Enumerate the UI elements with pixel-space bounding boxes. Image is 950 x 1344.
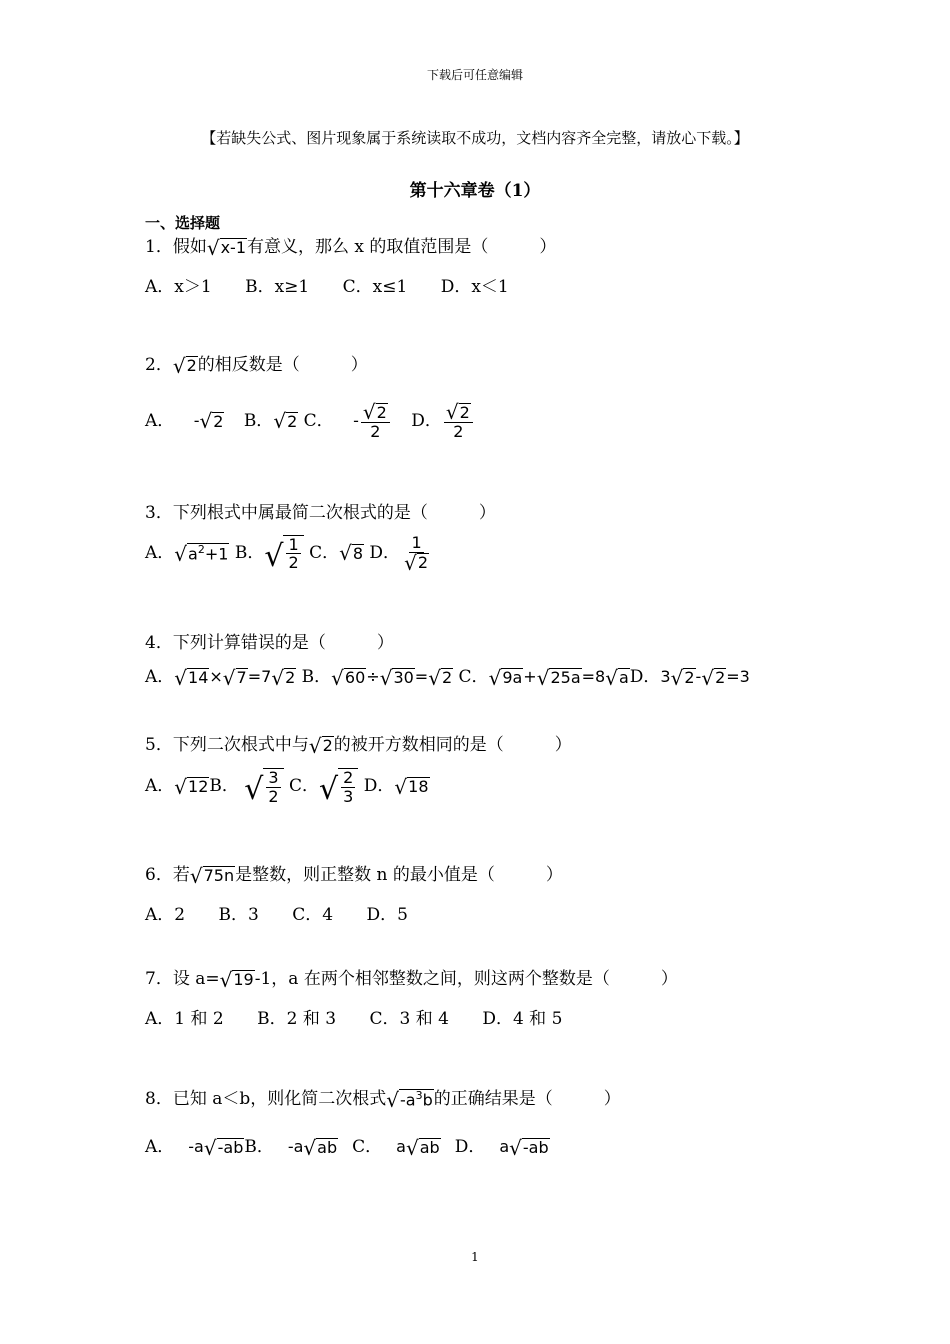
question-2: [145, 350, 368, 376]
sqrt-expression: √ $-a^3b$: [386, 1087, 433, 1112]
question-5-options: [145, 768, 430, 808]
fraction: √ 2 2: [361, 402, 390, 441]
sqrt-expression: √ 2: [308, 733, 333, 758]
option-c: C．4: [292, 905, 334, 925]
question-text: 下列二次根式中与: [172, 735, 309, 755]
option-a: A．: [145, 667, 175, 687]
option-a: A．x＞1: [145, 277, 212, 297]
page-number: 1: [471, 1250, 479, 1264]
question-text: 的正确结果是（ ）: [433, 1089, 621, 1109]
sqrt-expression: √ -ab: [203, 1135, 244, 1160]
sqrt-expression: √ ab: [405, 1135, 440, 1160]
question-text: 有意义，那么 x 的取值范围是（ ）: [247, 237, 557, 257]
option-d: D．: [363, 776, 395, 797]
question-number: 6．: [145, 865, 173, 885]
sqrt-expression: √ 12: [174, 774, 209, 799]
sqrt-expression: √ $a^2+1$: [174, 541, 229, 566]
fraction: √ 2 2: [444, 402, 473, 441]
question-number: 5．: [145, 735, 173, 755]
fraction: 1 √ 2: [404, 533, 428, 575]
page-title: 第十六章卷（1）: [409, 181, 541, 201]
option-b: B．2 和 3: [257, 1009, 337, 1029]
sqrt-expression: √ $\frac{1}{2}$: [264, 535, 303, 572]
option-c: C．: [303, 410, 334, 431]
option-d: D．x＜1: [440, 277, 509, 297]
sqrt-expression: √ 2: [199, 409, 224, 434]
option-a: A．: [145, 542, 175, 563]
question-text: 下列计算错误的是（ ）: [172, 633, 394, 653]
question-2-options: A． - √ 2 B． √ 2 C． - √ 2 2 D． √ 2 2: [145, 402, 475, 441]
option-a: A．1 和 2: [145, 1009, 224, 1029]
page-header: 下载后可任意编辑: [426, 68, 523, 82]
option-c: C．: [352, 1137, 383, 1157]
option-c: C．: [289, 776, 320, 797]
option-b: B．: [209, 776, 239, 797]
option-c: C．: [309, 542, 340, 563]
question-text: 假如: [172, 237, 207, 257]
option-b: B．3: [218, 905, 259, 925]
section-heading: 一、选择题: [145, 214, 221, 232]
option-d: D．: [629, 667, 661, 687]
question-text: 已知 a＜b，则化简二次根式: [172, 1089, 387, 1109]
question-8: [145, 1084, 621, 1110]
option-c: C．3 和 4: [369, 1009, 449, 1029]
option-a: A．: [145, 410, 175, 431]
option-a: A．: [145, 1137, 175, 1157]
option-b: B．x≥1: [245, 277, 310, 297]
question-3: [145, 498, 496, 523]
question-7-options: [145, 1004, 562, 1029]
question-4: [145, 628, 394, 653]
sqrt-expression: √ -ab: [509, 1135, 549, 1160]
question-text: -1，a 在两个相邻整数之间，则这两个整数是（ ）: [254, 969, 678, 989]
option-a: A．: [145, 776, 175, 797]
question-text: 是整数，则正整数 n 的最小值是（ ）: [235, 865, 563, 885]
option-a: A．2: [145, 905, 186, 925]
sqrt-expression: √ x-1: [206, 235, 246, 260]
missing-formula-notice: 【若缺失公式、图片现象属于系统读取不成功，文档内容齐全完整，请放心下载。】: [201, 129, 749, 147]
question-text: 下列根式中属最简二次根式的是（ ）: [172, 503, 496, 523]
question-text: 的相反数是（ ）: [197, 355, 368, 375]
question-number: 4．: [145, 633, 173, 653]
option-d: D．: [411, 410, 442, 431]
option-d: D．: [454, 1137, 486, 1157]
question-3-options: [145, 534, 433, 573]
question-text: 的被开方数相同的是（ ）: [333, 735, 572, 755]
question-number: 7．: [145, 969, 173, 989]
question-number: 2．: [145, 355, 173, 375]
option-d: D．4 和 5: [482, 1009, 563, 1029]
sqrt-expression: √ 75n: [189, 863, 235, 888]
question-text: 设 a=: [172, 969, 220, 989]
question-4-options: A． √ 14 × √ 7 =7 √ 2 B． √ 60 ÷ √ 30 = √ 2 C． √ 9a + √ 25a =8 √ a D．3 √ 2 - √ 2 =3: [145, 665, 750, 690]
question-6: [145, 860, 563, 886]
question-8-options: A． -a √ -ab B． -a √ ab C． a √ ab D． a √ -ab: [145, 1135, 549, 1160]
option-c: C．: [458, 667, 489, 687]
option-d: D．: [369, 542, 401, 563]
sqrt-expression: √ $\frac{2}{3}$: [319, 768, 358, 805]
sqrt-expression: √ ab: [303, 1135, 338, 1160]
option-b: B．: [301, 667, 332, 687]
question-number: 3．: [145, 503, 173, 523]
question-1: [145, 232, 556, 258]
sqrt-expression: √ 8: [339, 541, 364, 566]
option-b: B．: [234, 542, 265, 563]
sqrt-expression: √ 2: [172, 353, 197, 378]
question-6-options: [145, 900, 408, 925]
option-b: B．: [244, 1137, 274, 1157]
option-b: B．: [243, 410, 274, 431]
option-c: C．x≤1: [342, 277, 408, 297]
question-number: 1．: [145, 237, 173, 257]
question-7: [145, 964, 678, 990]
question-text: 若: [172, 865, 190, 885]
question-5: [145, 730, 572, 756]
sqrt-expression: √ 19: [219, 967, 254, 992]
option-d: D．5: [366, 905, 408, 925]
sqrt-expression: √ $\frac{3}{2}$: [244, 768, 283, 805]
question-number: 8．: [145, 1089, 173, 1109]
sqrt-expression: √ 18: [394, 774, 429, 799]
question-1-options: [145, 272, 509, 297]
sqrt-expression: √ 2: [273, 409, 298, 434]
